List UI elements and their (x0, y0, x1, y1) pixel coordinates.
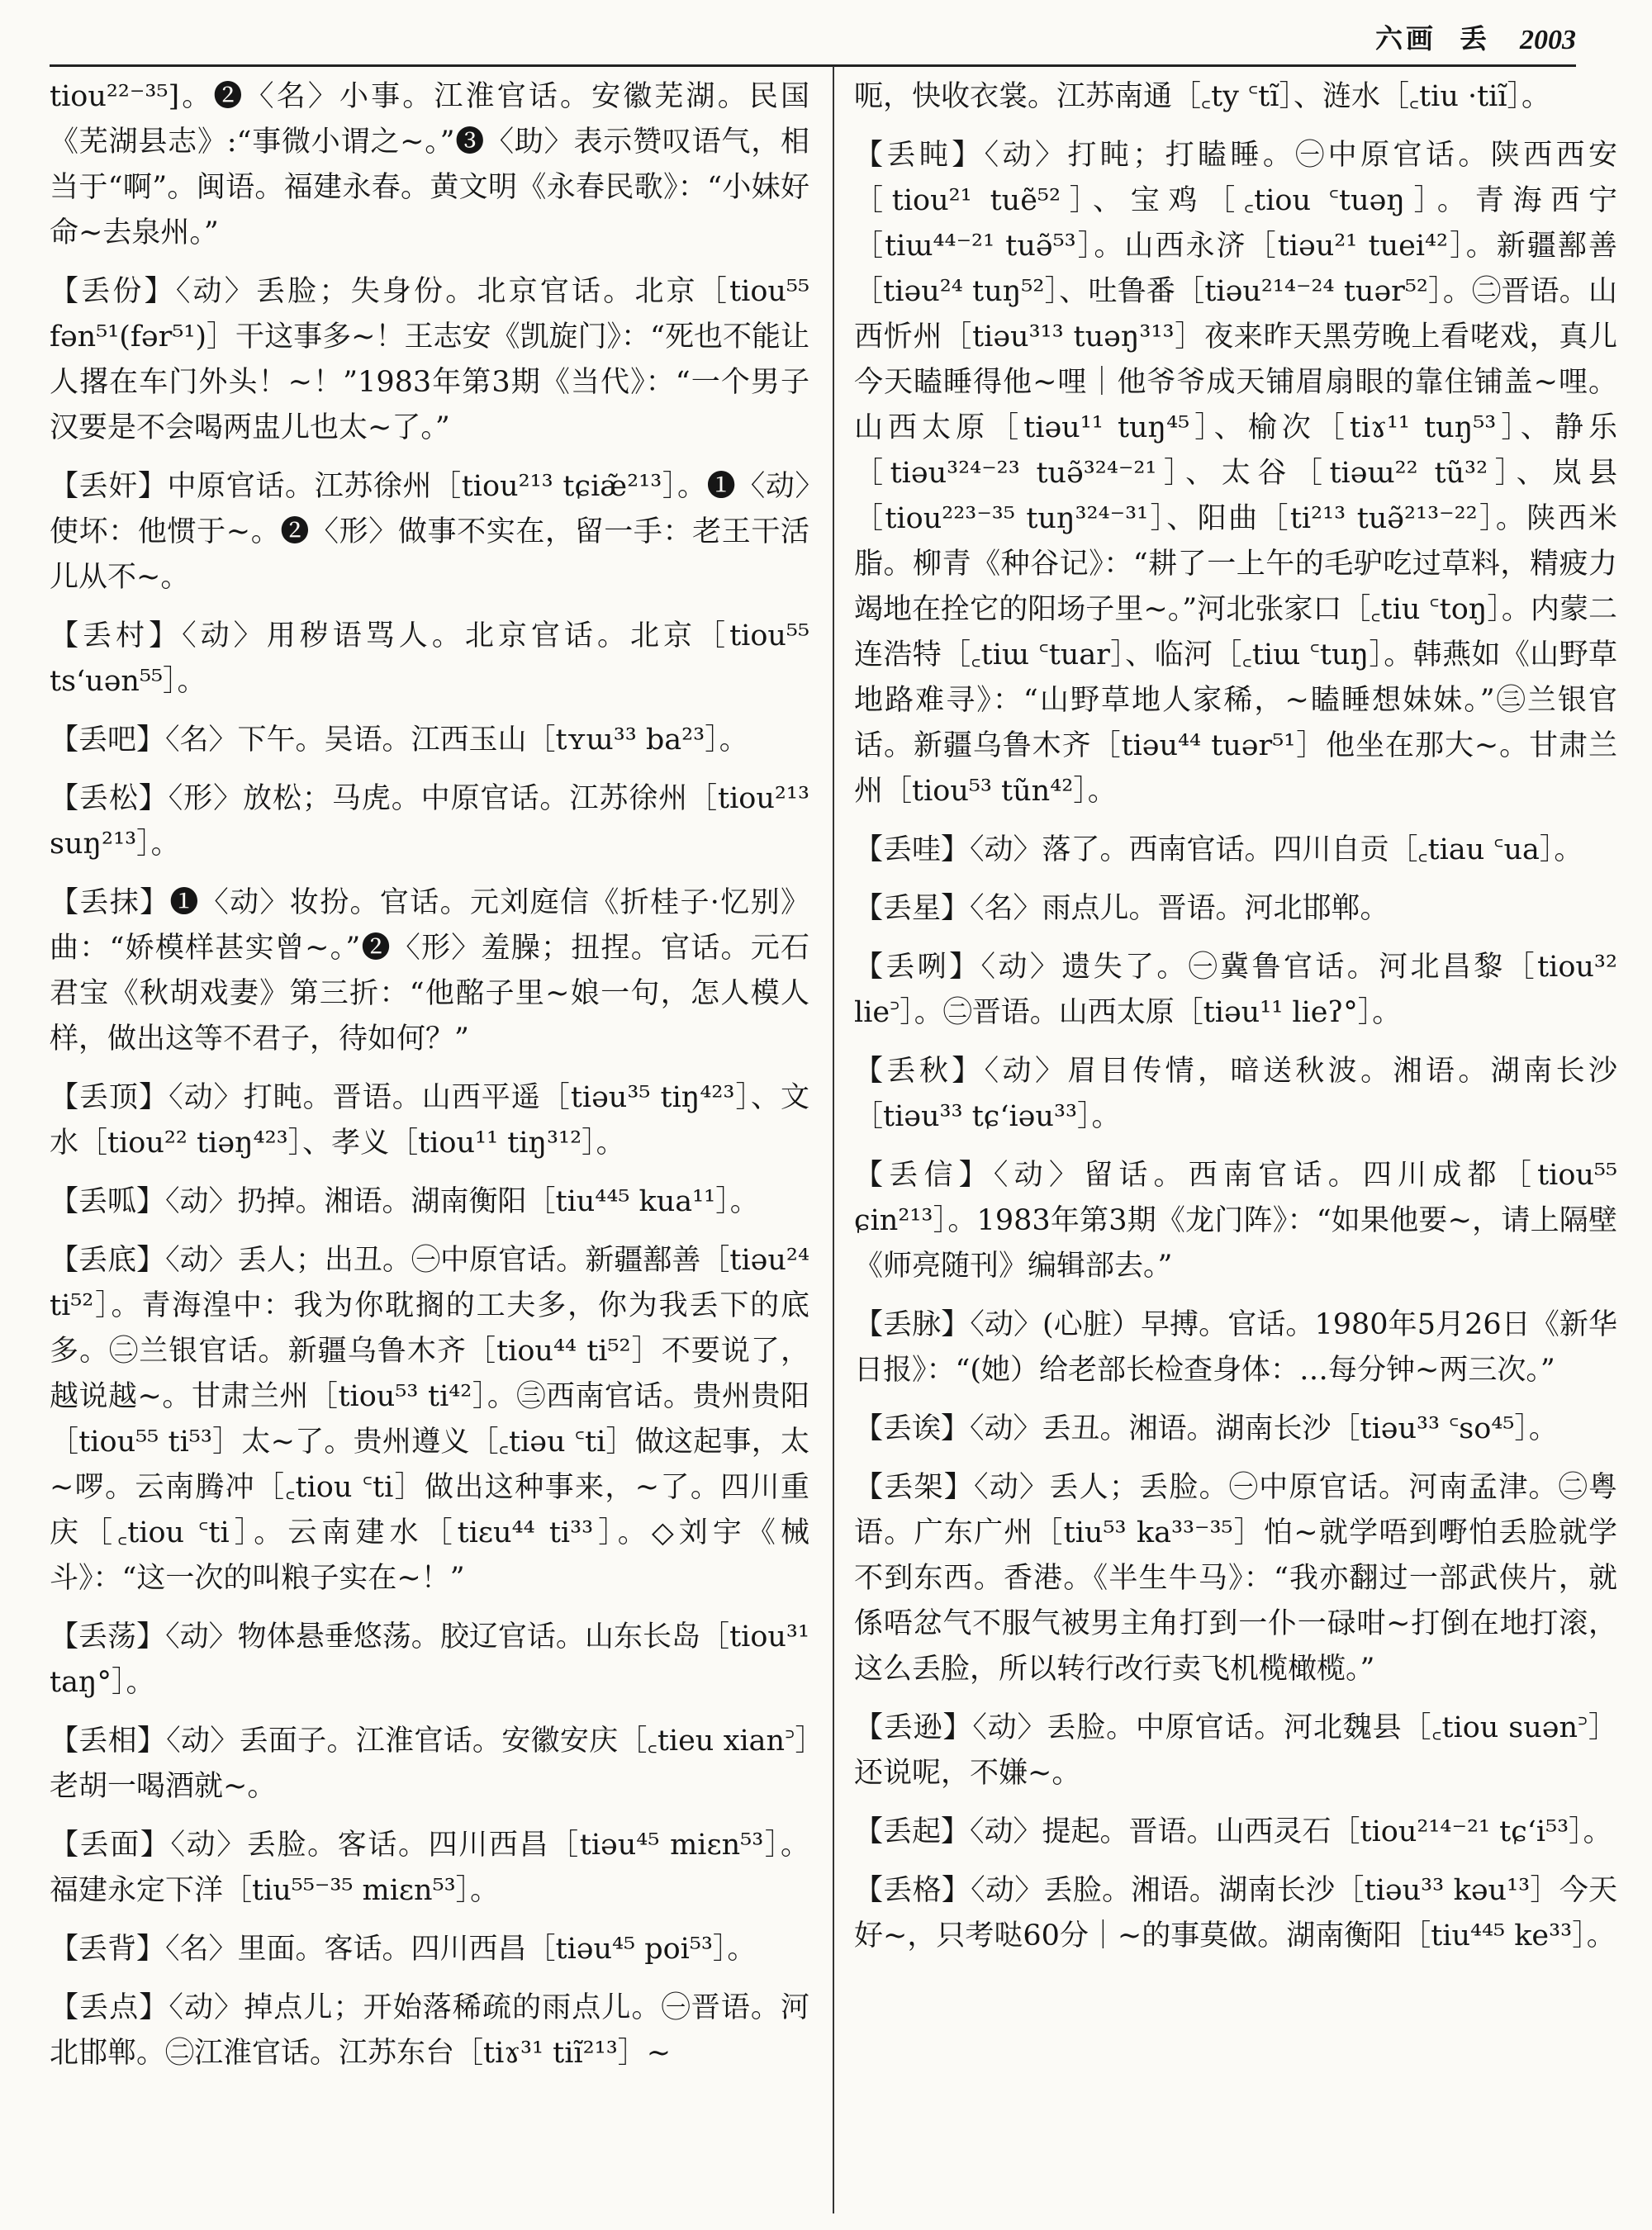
dictionary-entry: tiou²²⁻³⁵]。❷〈名〉小事。江淮官话。安徽芜湖。民国《芜湖县志》:“事微小谓之~。”❸〈助〉表示赞叹语气，相当于“啊”。闽语。福建永春。黄文明《永春民歌》：“小妹好命~去泉州。” (50, 80, 809, 249)
left-column (50, 74, 809, 2090)
dictionary-entry: 【丢奸】中原官话。江苏徐州［tiou²¹³ tɕiæ̃²¹³］。❶〈动〉使坏：他惯于~。❷〈形〉做事不实在，留一手：老王干活儿从不~。 (50, 470, 809, 594)
column-divider (833, 66, 834, 2213)
dictionary-entry: 【丢松】〈形〉放松；马虎。中原官话。江苏徐州［tiou²¹³ suŋ²¹³］。 (50, 782, 809, 861)
dictionary-entry: 【丢面】〈动〉丢脸。客话。四川西昌［tiəu⁴⁵ miɛn⁵³］。福建永定下洋［tiu⁵⁵⁻³⁵ miɛn⁵³］。 (50, 1829, 809, 1907)
dictionary-entry: 【丢逊】〈动〉丢脸。中原官话。河北魏县［꜀tiou suən꜄］还说呢，不嫌~。 (854, 1711, 1617, 1790)
section-label: 六画 (1375, 22, 1436, 55)
dictionary-entry: 【丢背】〈名〉里面。客话。四川西昌［tiəu⁴⁵ poi⁵³］。 (50, 1933, 757, 1966)
dictionary-entry: 【丢吧】〈名〉下午。吴语。江西玉山［tʏɯ³³ ba²³］。 (50, 724, 748, 757)
dictionary-entry: 【丢相】〈动〉丢面子。江淮官话。安徽安庆［꜀tieu xian꜄］老胡一喝酒就~。 (50, 1725, 809, 1803)
dictionary-entry: 【丢星】〈名〉雨点儿。晋语。河北邯郸。 (854, 892, 1389, 925)
dictionary-entry: 【丢格】〈动〉丢脸。湘语。湖南长沙［tiəu³³ kəu¹³］今天好~，只考哒60分｜~的事莫做。湖南衡阳［tiu⁴⁴⁵ ke³³］。 (854, 1874, 1617, 1952)
dictionary-entry: 【丢荡】〈动〉物体悬垂悠荡。胶辽官话。山东长岛［tiou³¹ taŋ°］。 (50, 1620, 809, 1699)
page-number: 2003 (1520, 25, 1576, 55)
dictionary-entry: 呃，快收衣裳。江苏南通［꜀ty ꜂tĩ］、涟水［꜀tiu ·tiĩ］。 (854, 80, 1551, 113)
dictionary-entry: 【丢盹】〈动〉打盹；打瞌睡。㊀中原官话。陕西西安［tiou²¹ tuẽ⁵²］、宝鸡［꜀tiou ꜂tuəŋ］。青海西宁［tiɯ⁴⁴⁻²¹ tuə̃⁵³］。山西永济［tiəu²¹ tuei⁴²］。新疆鄯善［tiəu²⁴ tuŋ⁵²］、吐鲁番［tiəu²¹⁴⁻²⁴ tuər⁵²］。㊁晋语。山西忻州［tiəu³¹³ tuəŋ³¹³］夜来昨天黑劳晚上看咾戏，真儿今天瞌睡得他~哩｜他爷爷成天铺眉扇眼的靠住铺盖~哩。山西太原［tiəu¹¹ tuŋ⁴⁵］、榆次［tiɤ¹¹ tuŋ⁵³］、静乐［tiəu³²⁴⁻²³ tuə̃³²⁴⁻²¹］、太谷［tiəɯ²² tũ³²］、岚县［tiou²²³⁻³⁵ tuŋ³²⁴⁻³¹］、阳曲［ti²¹³ tuə̃²¹³⁻²²］。陕西米脂。柳青《种谷记》：“耕了一上午的毛驴吃过草料，精疲力竭地在拴它的阳场子里~。”河北张家口［꜀tiu ꜂toŋ］。内蒙二连浩特［꜀tiɯ ꜂tuar］、临河［꜀tiɯ ꜂tuŋ］。韩燕如《山野草地路难寻》：“山野草地人家稀，~瞌睡想妹妹。”㊂兰银官话。新疆乌鲁木齐［tiəu⁴⁴ tuər⁵¹］他坐在那大~。甘肃兰州［tiou⁵³ tũn⁴²］。 (854, 139, 1617, 808)
dictionary-entry: 【丢起】〈动〉提起。晋语。山西灵石［tiou²¹⁴⁻²¹ tɕ‘i⁵³］。 (854, 1815, 1612, 1848)
dictionary-entry: 【丢村】〈动〉用秽语骂人。北京官话。北京［tiou⁵⁵ ts‘uən⁵⁵］。 (50, 619, 809, 698)
dictionary-entry: 【丢点】〈动〉掉点儿；开始落稀疏的雨点儿。㊀晋语。河北邯郸。㊁江淮官话。江苏东台［tiɤ³¹ tiĩ²¹³］~ (50, 1991, 809, 2070)
dictionary-entry: 【丢抹】❶〈动〉妆扮。官话。元刘庭信《折桂子·忆别》曲：“娇模样甚实曾~。”❷〈形〉羞臊；扭捏。官话。元石君宝《秋胡戏妻》第三折：“他酩子里~娘一句，怎人模人样，做出这等不君子，待如何？” (50, 886, 809, 1056)
header-rule (50, 64, 1576, 67)
page-header (50, 15, 1576, 56)
dictionary-entry: 【丢呱】〈动〉扔掉。湘语。湖南衡阳［tiu⁴⁴⁵ kua¹¹］。 (50, 1185, 759, 1218)
dictionary-entry: 【丢顶】〈动〉打盹。晋语。山西平遥［tiəu³⁵ tiŋ⁴²³］、文水［tiou²² tiəŋ⁴²³］、孝义［tiou¹¹ tiŋ³¹²］。 (50, 1081, 809, 1160)
dictionary-entry: 【丢信】〈动〉留话。西南官话。四川成都［tiou⁵⁵ ɕin²¹³］。1983年第3期《龙门阵》：“如果他要~，请上隔壁《师亮随刊》编辑部去。” (854, 1159, 1617, 1283)
dictionary-entry: 【丢底】〈动〉丢人；出丑。㊀中原官话。新疆鄯善［tiəu²⁴ ti⁵²］。青海湟中：我为你耽搁的工夫多，你为我丢下的底多。㊁兰银官话。新疆乌鲁木齐［tiou⁴⁴ ti⁵²］不要说了，越说越~。甘肃兰州［tiou⁵³ ti⁴²］。㊂西南官话。贵州贵阳［tiou⁵⁵ ti⁵³］太~了。贵州遵义［꜀tiəu ꜂ti］做这起事，太~啰。云南腾冲［꜀tiou ꜂ti］做出这种事来，~了。四川重庆［꜀tiou ꜂ti］。云南建水［tiɛu⁴⁴ ti³³］。◇刘宇《械斗》：“这一次的叫粮子实在~！” (50, 1244, 809, 1595)
dictionary-entry: 【丢脉】〈动〉(心脏）早搏。官话。1980年5月26日《新华日报》：“(她）给老部长检查身体：…每分钟~两三次。” (854, 1308, 1617, 1387)
right-column (854, 74, 1617, 1972)
dictionary-entry: 【丢诶】〈动〉丢丑。湘语。湖南长沙［tiəu³³ ꜂so⁴⁵］。 (854, 1412, 1558, 1445)
dictionary-entry: 【丢哇】〈动〉落了。西南官话。四川自贡［꜀tiau ꜂ua］。 (854, 833, 1583, 866)
dictionary-entry: 【丢架】〈动〉丢人；丢脸。㊀中原官话。河南孟津。㊁粤语。广东广州［tiu⁵³ ka³³⁻³⁵］怕~就学唔到嘢怕丢脸就学不到东西。香港。《半生牛马》：“我亦翻过一部武侠片，就係唔忿气不服气被男主角打到一仆一碌咁~打倒在地打滚，这么丢脸，所以转行改行卖飞机榄橄榄。” (854, 1471, 1617, 1686)
head-character: 丢 (1460, 22, 1487, 55)
dictionary-entry: 【丢咧】〈动〉遗失了。㊀冀鲁官话。河北昌黎［tiou³² lie꜄］。㊁晋语。山西太原［tiəu¹¹ lieʔ°］。 (854, 951, 1617, 1029)
dictionary-entry: 【丢份】〈动〉丢脸；失身份。北京官话。北京［tiou⁵⁵ fən⁵¹(fər⁵¹)］干这事多~！王志安《凯旋门》：“死也不能让人撂在车门外头！~！”1983年第3期《当代》：“一个男子汉要是不会喝两盅儿也太~了。” (50, 275, 809, 444)
dictionary-entry: 【丢秋】〈动〉眉目传情，暗送秋波。湘语。湖南长沙［tiəu³³ tɕ‘iəu³³］。 (854, 1055, 1617, 1133)
